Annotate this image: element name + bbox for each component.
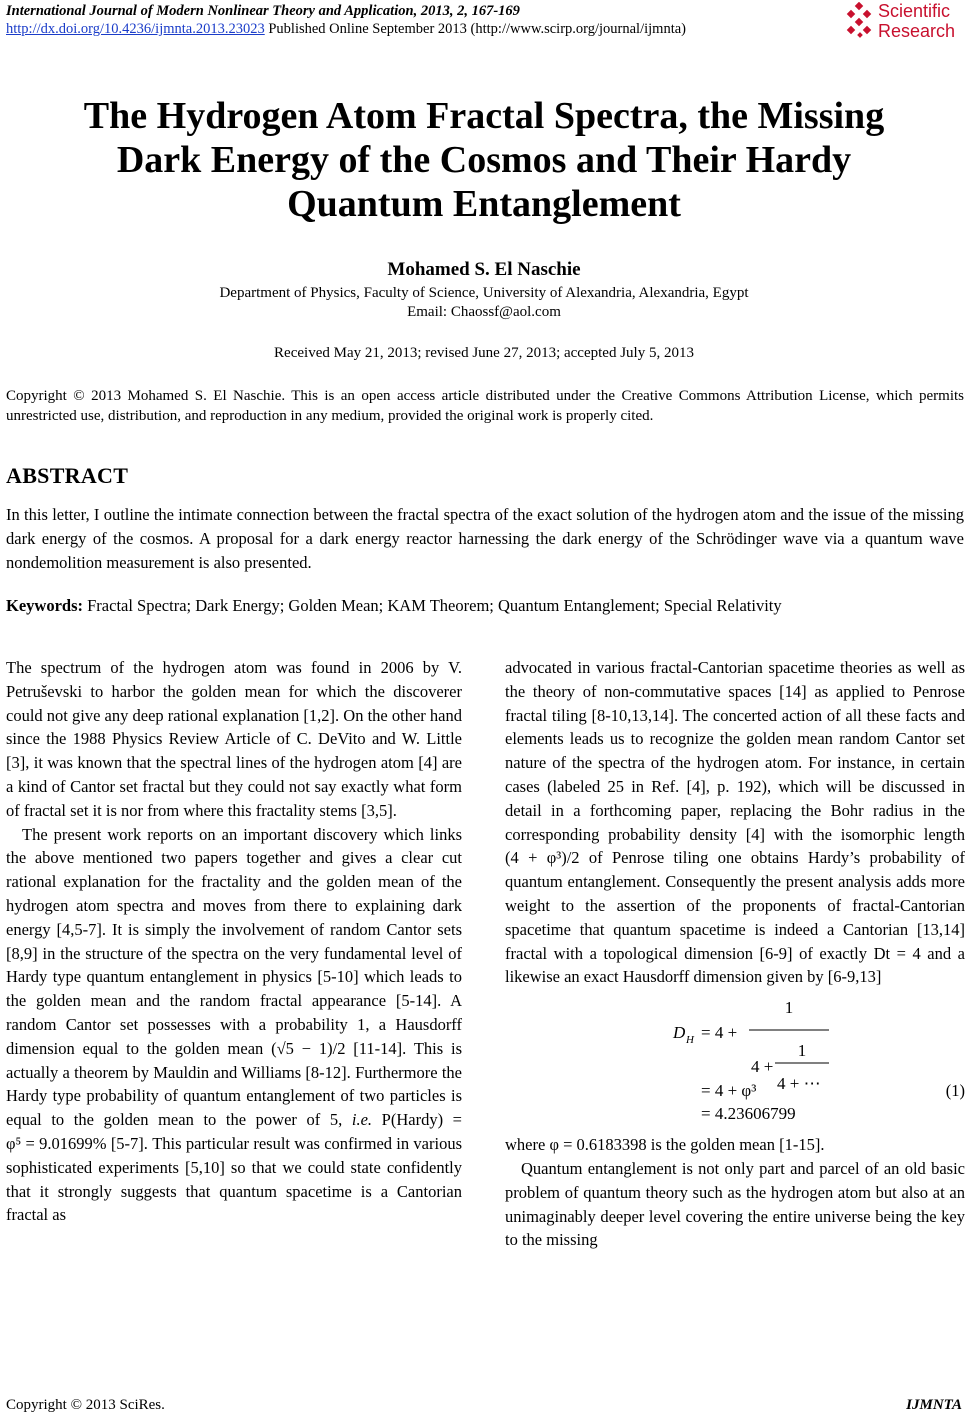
paragraph-text: [5-7]. This particular result was confirmed in various sophisticated experiments [5,10] so that we could state confidently that it strongly suggests that quantum spacetime is a Cantorian fractal as <box>6 1133 463 1225</box>
journal-header <box>6 3 520 20</box>
author-email: Email: Chaossf@aol.com <box>407 304 561 320</box>
published-online: Published Online September 2013 (http://www.scirp.org/journal/ijmnta) <box>264 21 686 37</box>
equation-1 <box>505 993 965 1125</box>
journal-volume: , 2013, 2, 167-169 <box>413 3 520 19</box>
paragraph-text: is the golden mean [1-15]. <box>646 1135 825 1155</box>
keywords <box>6 596 964 616</box>
svg-text:1: 1 <box>784 998 794 1018</box>
paragraph-text: and a likewise an exact Hausdorff dimension given by [6-9,13] <box>505 943 965 987</box>
paragraph-text: [11-14]. This is actually a theorem by Mauldin and Williams [8-12]. Furthermore the Hardy type probability of quantum entanglement of two particles is equal to the golden mean to the power of 5, <box>6 1038 463 1130</box>
equation-number: (1) <box>945 1081 965 1101</box>
paragraph-text: P(Hardy) = <box>372 1110 462 1130</box>
logo-line-2: Research <box>878 21 956 41</box>
keywords-label: Keywords: <box>6 596 83 615</box>
footer-journal-abbrev: IJMNTA <box>906 1397 962 1413</box>
logo-mark-icon <box>844 2 876 40</box>
svg-text:4 +: 4 + <box>751 1057 774 1077</box>
paragraph-text: advocated in various fractal-Cantorian spacetime theories as well as the theory of non-commutative spaces [14] as applied to Penrose fractal tiling [8-10,13,14]. The concerted action of all these facts and elements leads us to recognize the golden mean random Cantor set nature of the spectra of the hydrogen atom. For instance, in certain cases (labeled 25 in Ref. [4], p. 192), which will be discussed in detail in a forthcoming paper, replacing the Bohr radius in the corresponding probability density [4] with the isomorphic length <box>505 658 965 844</box>
svg-text:D: D <box>673 1023 686 1043</box>
title-line-3: Quantum Entanglement <box>287 183 681 225</box>
keywords-list: Fractal Spectra; Dark Energy; Golden Mean; KAM Theorem; Quantum Entanglement; Special Relativity <box>83 596 782 615</box>
equation-line: = 4.23606799 <box>701 1104 796 1124</box>
abstract-heading: ABSTRACT <box>6 463 129 488</box>
title-line-2: Dark Energy of the Cosmos and Their Hardy <box>116 139 852 181</box>
svg-text:H: H <box>686 1034 694 1047</box>
doi-link[interactable]: http://dx.doi.org/10.4236/ijmnta.2013.23023 <box>6 21 265 37</box>
logo-wordmark <box>878 1 955 41</box>
author-name: Mohamed S. El Naschie <box>387 259 581 280</box>
paper-title <box>40 94 928 226</box>
copyright-notice: Copyright © 2013 Mohamed S. El Naschie. This is an open access article distributed under the Creative Commons Attribution License, which permits unrestricted use, distribution, and reproduction in any medium, provided the original work is properly cited. <box>6 388 964 424</box>
ie-abbrev: i.e. <box>351 1110 373 1130</box>
title-line-1: The Hydrogen Atom Fractal Spectra, the Missing <box>83 95 885 137</box>
journal-name: International Journal of Modern Nonlinear Theory and Application <box>6 3 414 19</box>
paragraph-text: of Penrose tiling one obtains Hardy’s probability of quantum entanglement. Consequently the present analysis adds more weight to the assertion of the proponents of fractal-Cantorian spacetime that quantum spacetime is indeed a Cantorian [13,14] fractal with a topological dimension [6-9] of exactly <box>505 848 965 963</box>
paragraph-text: where <box>505 1135 550 1155</box>
received-dates: Received May 21, 2013; revised June 27, 2013; accepted July 5, 2013 <box>274 345 694 361</box>
equation-line: = 4 + φ³ <box>701 1081 757 1101</box>
left-column <box>6 656 462 1227</box>
phi-value-formula: φ = 0.6183398 <box>549 1135 647 1155</box>
paragraph <box>6 823 462 1228</box>
svg-text:4 + ⋯: 4 + ⋯ <box>777 1074 821 1094</box>
paragraph-text: The present work reports on an important discovery which links the above mentioned two papers together and gives a clear cut rational explanation for the fractality and the golden mean of the hydrogen atom spectra and moves from there to explaining dark energy [4,5-7]. It is simply the involvement of random Cantor sets [8,9] in the structure of the spectra on the very fundamental level of Hardy type quantum entanglement in physics [5-10] which leads to the golden mean and the random fractal appearance [5-14]. A random Cantor set possesses with a probability 1, a Hausdorff dimension equal to the golden mean <box>6 824 462 1058</box>
abstract-text: In this letter, I outline the intimate connection between the fractal spectra of the exact solution of the hydrogen atom and the issue of the missing dark energy of the cosmos. A proposal for a dark energy reactor harnessing the dark energy of the Schrödinger wave via a quantum wave nondemolition measurement is also presented. <box>6 505 964 572</box>
author-affiliation: Department of Physics, Faculty of Science, University of Alexandria, Alexandria, Egypt <box>219 285 749 301</box>
isomorphic-length-formula: (4 + φ³)/2 <box>505 848 580 868</box>
golden-mean-formula: (√5 − 1)/2 <box>271 1038 346 1058</box>
svg-text:1: 1 <box>797 1041 807 1061</box>
topological-dimension-formula: Dt = 4 <box>873 943 921 963</box>
paragraph: Quantum entanglement is not only part and parcel of an old basic problem of quantum theory such as the hydrogen atom but also at an unimaginably deeper level covering the entire universe being the key to the missing <box>505 1158 965 1250</box>
logo-line-1: Scientific <box>878 1 951 21</box>
paragraph: The spectrum of the hydrogen atom was found in 2006 by V. Petruševski to harbor the golden mean for which the discoverer could not give any deep rational explanation [1,2]. On the other hand since the 1988 Physics Review Article of C. DeVito and W. Little [3], it was known that the spectral lines of the hydrogen atom [4] are a kind of Cantor set fractal but they could not say exactly what form of fractal set it is nor from where this fractality stems [3,5]. <box>6 658 462 820</box>
paragraph <box>505 656 965 989</box>
publisher-logo <box>844 2 962 42</box>
paragraph <box>505 1133 965 1157</box>
hardy-formula: φ⁵ = 9.01699% <box>6 1133 107 1153</box>
doi-line <box>6 21 686 38</box>
footer-copyright: Copyright © 2013 SciRes. <box>6 1397 165 1413</box>
svg-text:= 4 +: = 4 + <box>701 1023 738 1043</box>
right-column <box>505 656 965 1252</box>
